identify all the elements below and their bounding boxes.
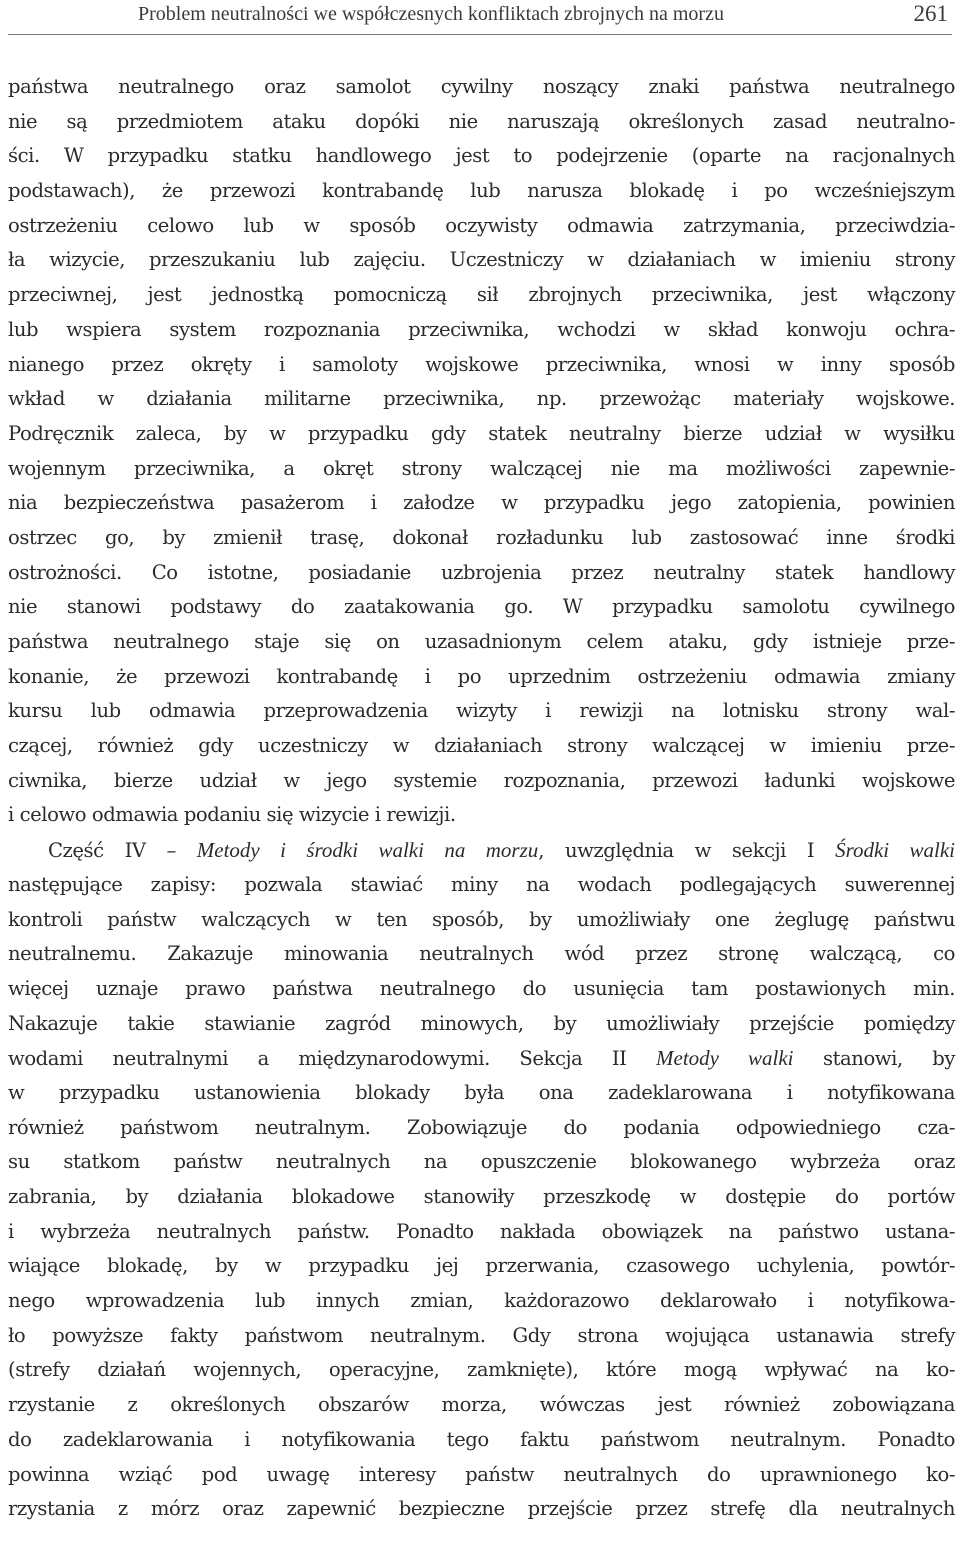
text-line: czącej, również gdy uczestniczy w działaniach strony walczącej w imieniu prze- (8, 734, 955, 758)
text-line: lub wspiera system rozpoznania przeciwnika, wchodzi w skład konwoju ochra- (8, 317, 955, 341)
text-line: ło powyższe fakty państwom neutralnym. Gdy strona wojująca ustanawia strefy (8, 1323, 955, 1347)
text-line: do zadeklarowania i notyfikowania tego faktu państwom neutralnym. Ponadto (8, 1427, 955, 1451)
text-line: ostrożności. Co istotne, posiadanie uzbrojenia przez neutralny statek handlowy (8, 560, 955, 584)
text-line: neutralnemu. Zakazuje minowania neutralnych wód przez stronę walczącą, co (8, 942, 955, 966)
text-line: ciwnika, bierze udział w jego systemie rozpoznania, przewozi ładunki wojskowe (8, 768, 955, 792)
text-line: konanie, że przewozi kontrabandę i po uprzednim ostrzeżeniu odmawia zmiany (8, 664, 955, 688)
text-line: więcej uznaje prawo państwa neutralnego do usunięcia tam postawionych min. (8, 976, 955, 1000)
text-line: następujące zapisy: pozwala stawiać miny na wodach podlegających suwerennej (8, 872, 955, 896)
text-line (8, 1041, 955, 1076)
text-line: zabrania, by działania blokadowe stanowiły przeszkodę w dostępie do portów (8, 1185, 955, 1208)
paragraph (8, 833, 955, 1527)
text-line: kursu lub odmawia przeprowadzenia wizyty i rewizji na lotnisku strony wal- (8, 699, 955, 723)
running-header-title: Problem neutralności we współczesnych konfliktach zbrojnych na morzu (138, 3, 724, 25)
text-line: i wybrzeża neutralnych państw. Ponadto nakłada obowiązek na państwo ustana- (8, 1219, 955, 1243)
text-run: , uwzględnia w sekcji I (538, 839, 836, 863)
text-run: wodami neutralnymi a międzynarodowymi. Sekcja II (8, 1047, 656, 1071)
italic-title: Metody i środki walki na morzu (196, 838, 539, 863)
text-line: su statkom państw neutralnych na opuszczenie blokowanego wybrzeża oraz (8, 1150, 955, 1174)
text-line (8, 833, 955, 868)
text-line: w przypadku ustanowienia blokady była ona zadeklarowana i notyfikowana (8, 1080, 955, 1104)
text-line: ostrzec go, by zmienił trasę, dokonał rozładunku lub zastosować inne środki (8, 525, 955, 549)
text-line: ostrzeżeniu celowo lub w sposób oczywisty odmawia zatrzymania, przeciwdzia- (8, 213, 955, 237)
text-line: (strefy działań wojennych, operacyjne, zamknięte), które mogą wpływać na ko- (8, 1358, 955, 1382)
text-line: powinna wziąć pod uwagę interesy państw neutralnych do uprawnionego ko- (8, 1462, 955, 1486)
text-run: Część IV – (48, 839, 197, 863)
text-line: wiające blokadę, by w przypadku jej przerwania, czasowego uchylenia, powtór- (8, 1254, 955, 1278)
italic-title: Środki walki (835, 838, 956, 863)
text-line: ła wizycie, przeszukaniu lub zajęciu. Uczestniczy w działaniach w imieniu strony (8, 248, 955, 272)
text-line: nie stanowi podstawy do zaatakowania go. W przypadku samolotu cywilnego (8, 595, 955, 619)
text-line: Podręcznik zaleca, by w przypadku gdy statek neutralny bierze udział w wysiłku (8, 421, 955, 445)
text-line: rzystania z mórz oraz zapewnić bezpieczne przejście przez strefę dla neutralnych (8, 1497, 955, 1521)
text-line: państwa neutralnego staje się on uzasadnionym celem ataku, gdy istnieje prze- (8, 630, 955, 653)
text-line: i celowo odmawia podaniu się wizycie i rewizji. (8, 803, 456, 827)
text-line: wojennym przeciwnika, a okręt strony walczącej nie ma możliwości zapewnie- (8, 456, 955, 480)
running-header (8, 0, 952, 35)
text-line: rzystanie z określonych obszarów morza, wówczas jest również zobowiązana (8, 1393, 955, 1417)
text-line: nie są przedmiotem ataku dopóki nie naruszają określonych zasad neutralno- (8, 109, 955, 133)
text-line: nego wprowadzenia lub innych zmian, każdorazowo deklarowało i notyfikowa- (8, 1289, 955, 1313)
text-line: przeciwnej, jest jednostką pomocniczą sił zbrojnych przeciwnika, jest włączony (8, 283, 955, 307)
page-number: 261 (913, 1, 948, 26)
text-line: nia bezpieczeństwa pasażerom i załodze w przypadku jego zatopienia, powinien (8, 491, 955, 515)
italic-title: Metody walki (656, 1046, 794, 1071)
text-line: wkład w działania militarne przeciwnika, np. przewożąc materiały wojskowe. (8, 387, 955, 411)
text-line: państwa neutralnego oraz samolot cywilny noszący znaki państwa neutralnego (8, 75, 955, 98)
text-run: stanowi, by (793, 1047, 955, 1071)
text-line: nianego przez okręty i samoloty wojskowe przeciwnika, wnosi w inny sposób (8, 352, 955, 376)
text-line: Nakazuje takie stawianie zagród minowych, by umożliwiały przejście pomiędzy (8, 1011, 955, 1035)
text-line: również państwom neutralnym. Zobowiązuje do podania odpowiedniego cza- (8, 1115, 955, 1139)
text-line: kontroli państw walczących w ten sposób, by umożliwiały one żeglugę państwu (8, 907, 955, 931)
text-line: podstawach), że przewozi kontrabandę lub narusza blokadę i po wcześniejszym (8, 179, 955, 203)
paragraph (8, 70, 955, 833)
body-text (8, 70, 955, 1527)
text-line: ści. W przypadku statku handlowego jest to podejrzenie (oparte na racjonalnych (8, 144, 955, 168)
